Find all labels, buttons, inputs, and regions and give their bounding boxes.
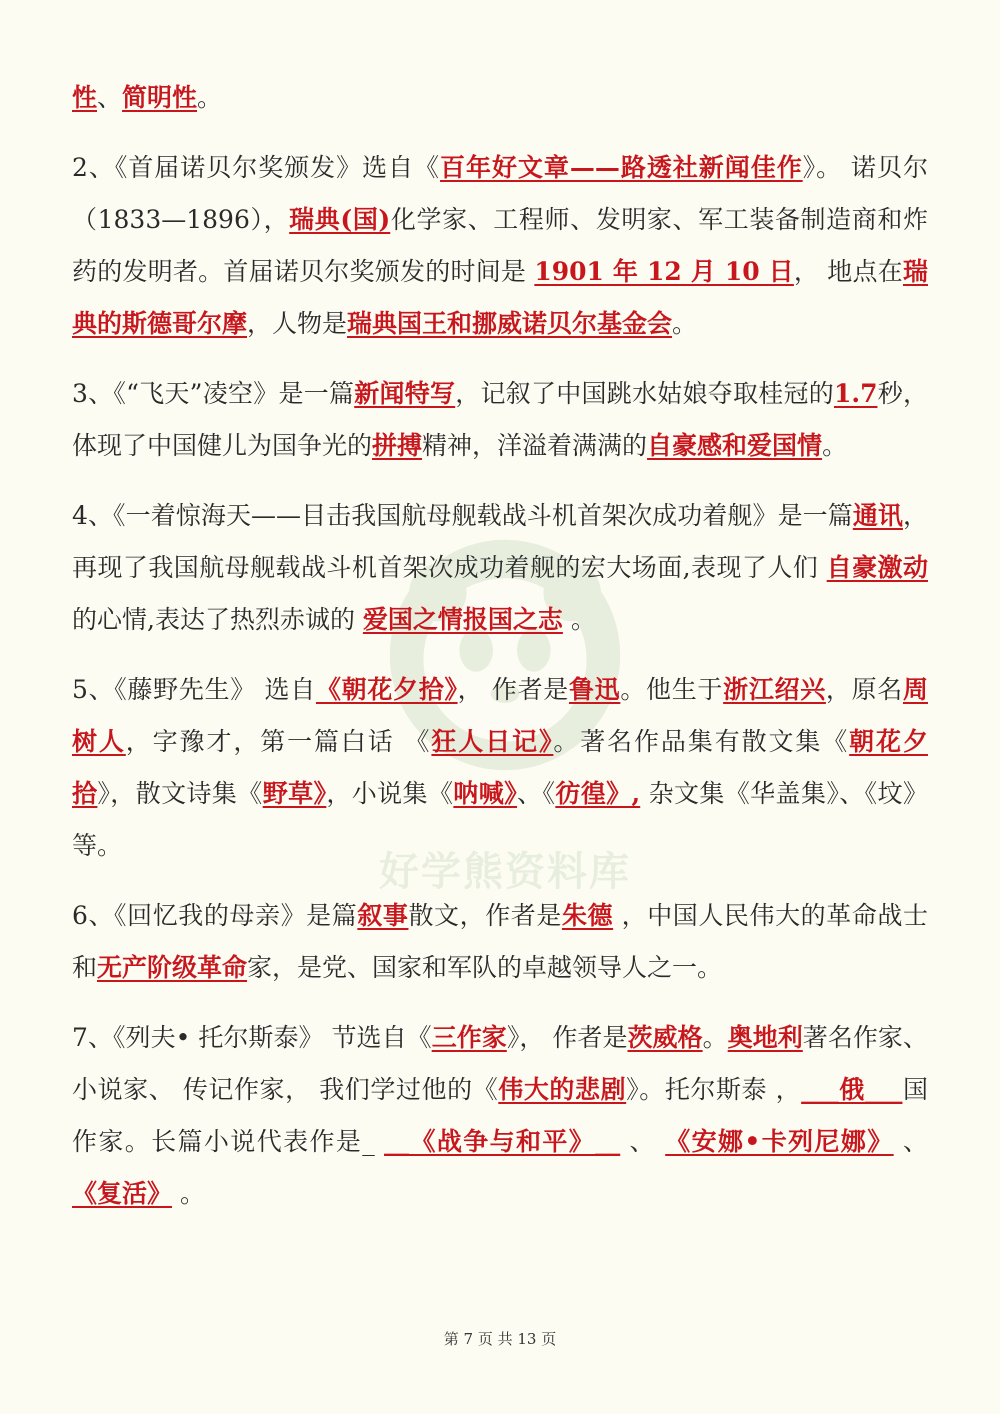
answer-text: 无产阶级革命 — [97, 953, 248, 982]
paragraph-item-4 — [72, 490, 928, 646]
body-text: ，再现了我国航母舰载战斗机首架次成功着舰的宏大场面,表现了人们 — [72, 501, 928, 582]
body-text: 6、《回忆我的母亲》是篇 — [72, 901, 358, 930]
answer-text: 茨威格 — [627, 1023, 703, 1052]
answer-text: 瑞典国王和挪威诺贝尔基金会 — [347, 309, 673, 338]
body-text: 5、《藤野先生》 选自 — [72, 675, 316, 704]
body-text: 化学家、工程师、发明家、军工装备制造商和炸药的发明者。首届诺贝尔奖颁发的时间是 — [72, 205, 928, 286]
body-text: 。 — [562, 605, 596, 634]
answer-text: 朝花夕拾 — [72, 727, 928, 808]
answer-text: 《朝花夕拾》 — [315, 675, 458, 704]
answer-text: 性 — [72, 83, 98, 112]
body-text: ，中国人民伟大的革命战士和 — [72, 901, 928, 982]
answer-text: 彷徨》, — [555, 779, 641, 808]
paragraph-item-5 — [72, 664, 928, 872]
body-text: 。 — [197, 83, 223, 112]
answer-text: 三作家 — [431, 1023, 507, 1052]
body-text: 、《 — [517, 779, 556, 808]
body-text: 、 — [893, 1127, 928, 1156]
answer-text: 瑞典(国) — [289, 205, 391, 234]
answer-text: 1901 年 12 月 10 日 — [534, 257, 794, 286]
answer-text: 鲁迅 — [568, 675, 621, 704]
watermark-text: 好学熊资料库 — [379, 849, 631, 895]
body-text: 家，是党、国家和军队的卓越领导人之一。 — [247, 953, 723, 982]
body-text: 。 — [822, 431, 848, 460]
body-text: 7、《列夫• 托尔斯泰》 节选自《 — [72, 1023, 432, 1052]
body-text: 。 — [702, 1023, 728, 1052]
answer-text: 朱德 — [561, 901, 614, 930]
body-text: ，记叙了中国跳水姑娘夺取桂冠的 — [455, 379, 834, 408]
content-area — [72, 72, 928, 1238]
body-text: ，小说集《 — [326, 779, 454, 808]
answer-text: 狂人日记》 — [431, 727, 554, 756]
body-text: 》。 诺贝尔（1833—1896）， — [72, 153, 928, 234]
body-text: 。 — [672, 309, 698, 338]
body-text: ，人物是 — [247, 309, 348, 338]
answer-text: 简明性 — [122, 83, 198, 112]
answer-text: 新闻特写 — [354, 379, 456, 408]
body-text: ，原名 — [825, 675, 903, 704]
body-text: 》。托尔斯泰 ， — [626, 1075, 802, 1104]
body-text: 精神，洋溢着满满的 — [422, 431, 648, 460]
body-text: 》，散文诗集《 — [97, 779, 263, 808]
body-text: 、 — [97, 83, 123, 112]
body-text: 的心情,表达了热烈赤诚的 — [72, 605, 363, 634]
body-text: 秒，体现了中国健儿为国争光的 — [72, 379, 928, 460]
answer-text: 百年好文章——路透社新闻佳作 — [440, 153, 803, 182]
paragraph-item-7 — [72, 1012, 928, 1220]
body-text: 》， 作者是 — [506, 1023, 628, 1052]
answer-text: 野草》 — [262, 779, 327, 808]
body-text: 国作家。长篇小说代表作是_ — [72, 1075, 928, 1156]
body-text: ， 地点在 — [793, 257, 903, 286]
paragraph-item-3 — [72, 368, 928, 472]
answer-text: 《安娜•卡列尼娜》 — [665, 1127, 894, 1156]
answer-text: 伟大的悲剧 — [498, 1075, 627, 1104]
answer-text: 奥地利 — [727, 1023, 803, 1052]
body-text: 3、《“飞天”凌空》是一篇 — [72, 379, 355, 408]
answer-text: __《战争与和平》__ — [384, 1127, 621, 1156]
paragraph-item-2 — [72, 142, 928, 350]
body-text: ， 作者是 — [457, 675, 569, 704]
answer-text: 拼搏 — [372, 431, 423, 460]
paragraph-item-6 — [72, 890, 928, 994]
paragraph-continuation — [72, 72, 928, 124]
body-text: 杂文集《华盖集》、《坟》等。 — [72, 779, 928, 860]
body-text: 。 — [172, 1179, 205, 1208]
body-text: 著名作家、 小说家、 传记作家， 我们学过他的《 — [72, 1023, 928, 1104]
answer-text: 通讯 — [852, 501, 903, 530]
body-text: ，字豫才，第一篇白话 《 — [125, 727, 432, 756]
answer-text: 呐喊》 — [453, 779, 518, 808]
answer-text: 爱国之情报国之志 — [362, 605, 563, 634]
body-text: 2、《首届诺贝尔奖颁发》选自《 — [72, 153, 441, 182]
answer-text: ___俄___ — [801, 1075, 903, 1104]
body-text: 。著名作品集有散文集《 — [553, 727, 850, 756]
body-text: 散文，作者是 — [408, 901, 562, 930]
answer-text: 瑞典的斯德哥尔摩 — [72, 257, 928, 338]
body-text: 。他生于 — [620, 675, 724, 704]
page-footer: 第 7 页 共 13 页 — [443, 1330, 557, 1348]
answer-text: 叙事 — [357, 901, 409, 930]
answer-text: 周树人 — [72, 675, 928, 756]
answer-text: 1.7 — [833, 379, 878, 408]
body-text: 、 — [620, 1127, 666, 1156]
body-text: 4、《一着惊海天——目击我国航母舰载战斗机首架次成功着舰》是一篇 — [72, 501, 853, 530]
answer-text: 浙江绍兴 — [723, 675, 826, 704]
answer-text: 自豪激动 — [826, 553, 928, 582]
answer-text: 自豪感和爱国情 — [647, 431, 823, 460]
answer-text: 《复活》 — [72, 1179, 173, 1208]
